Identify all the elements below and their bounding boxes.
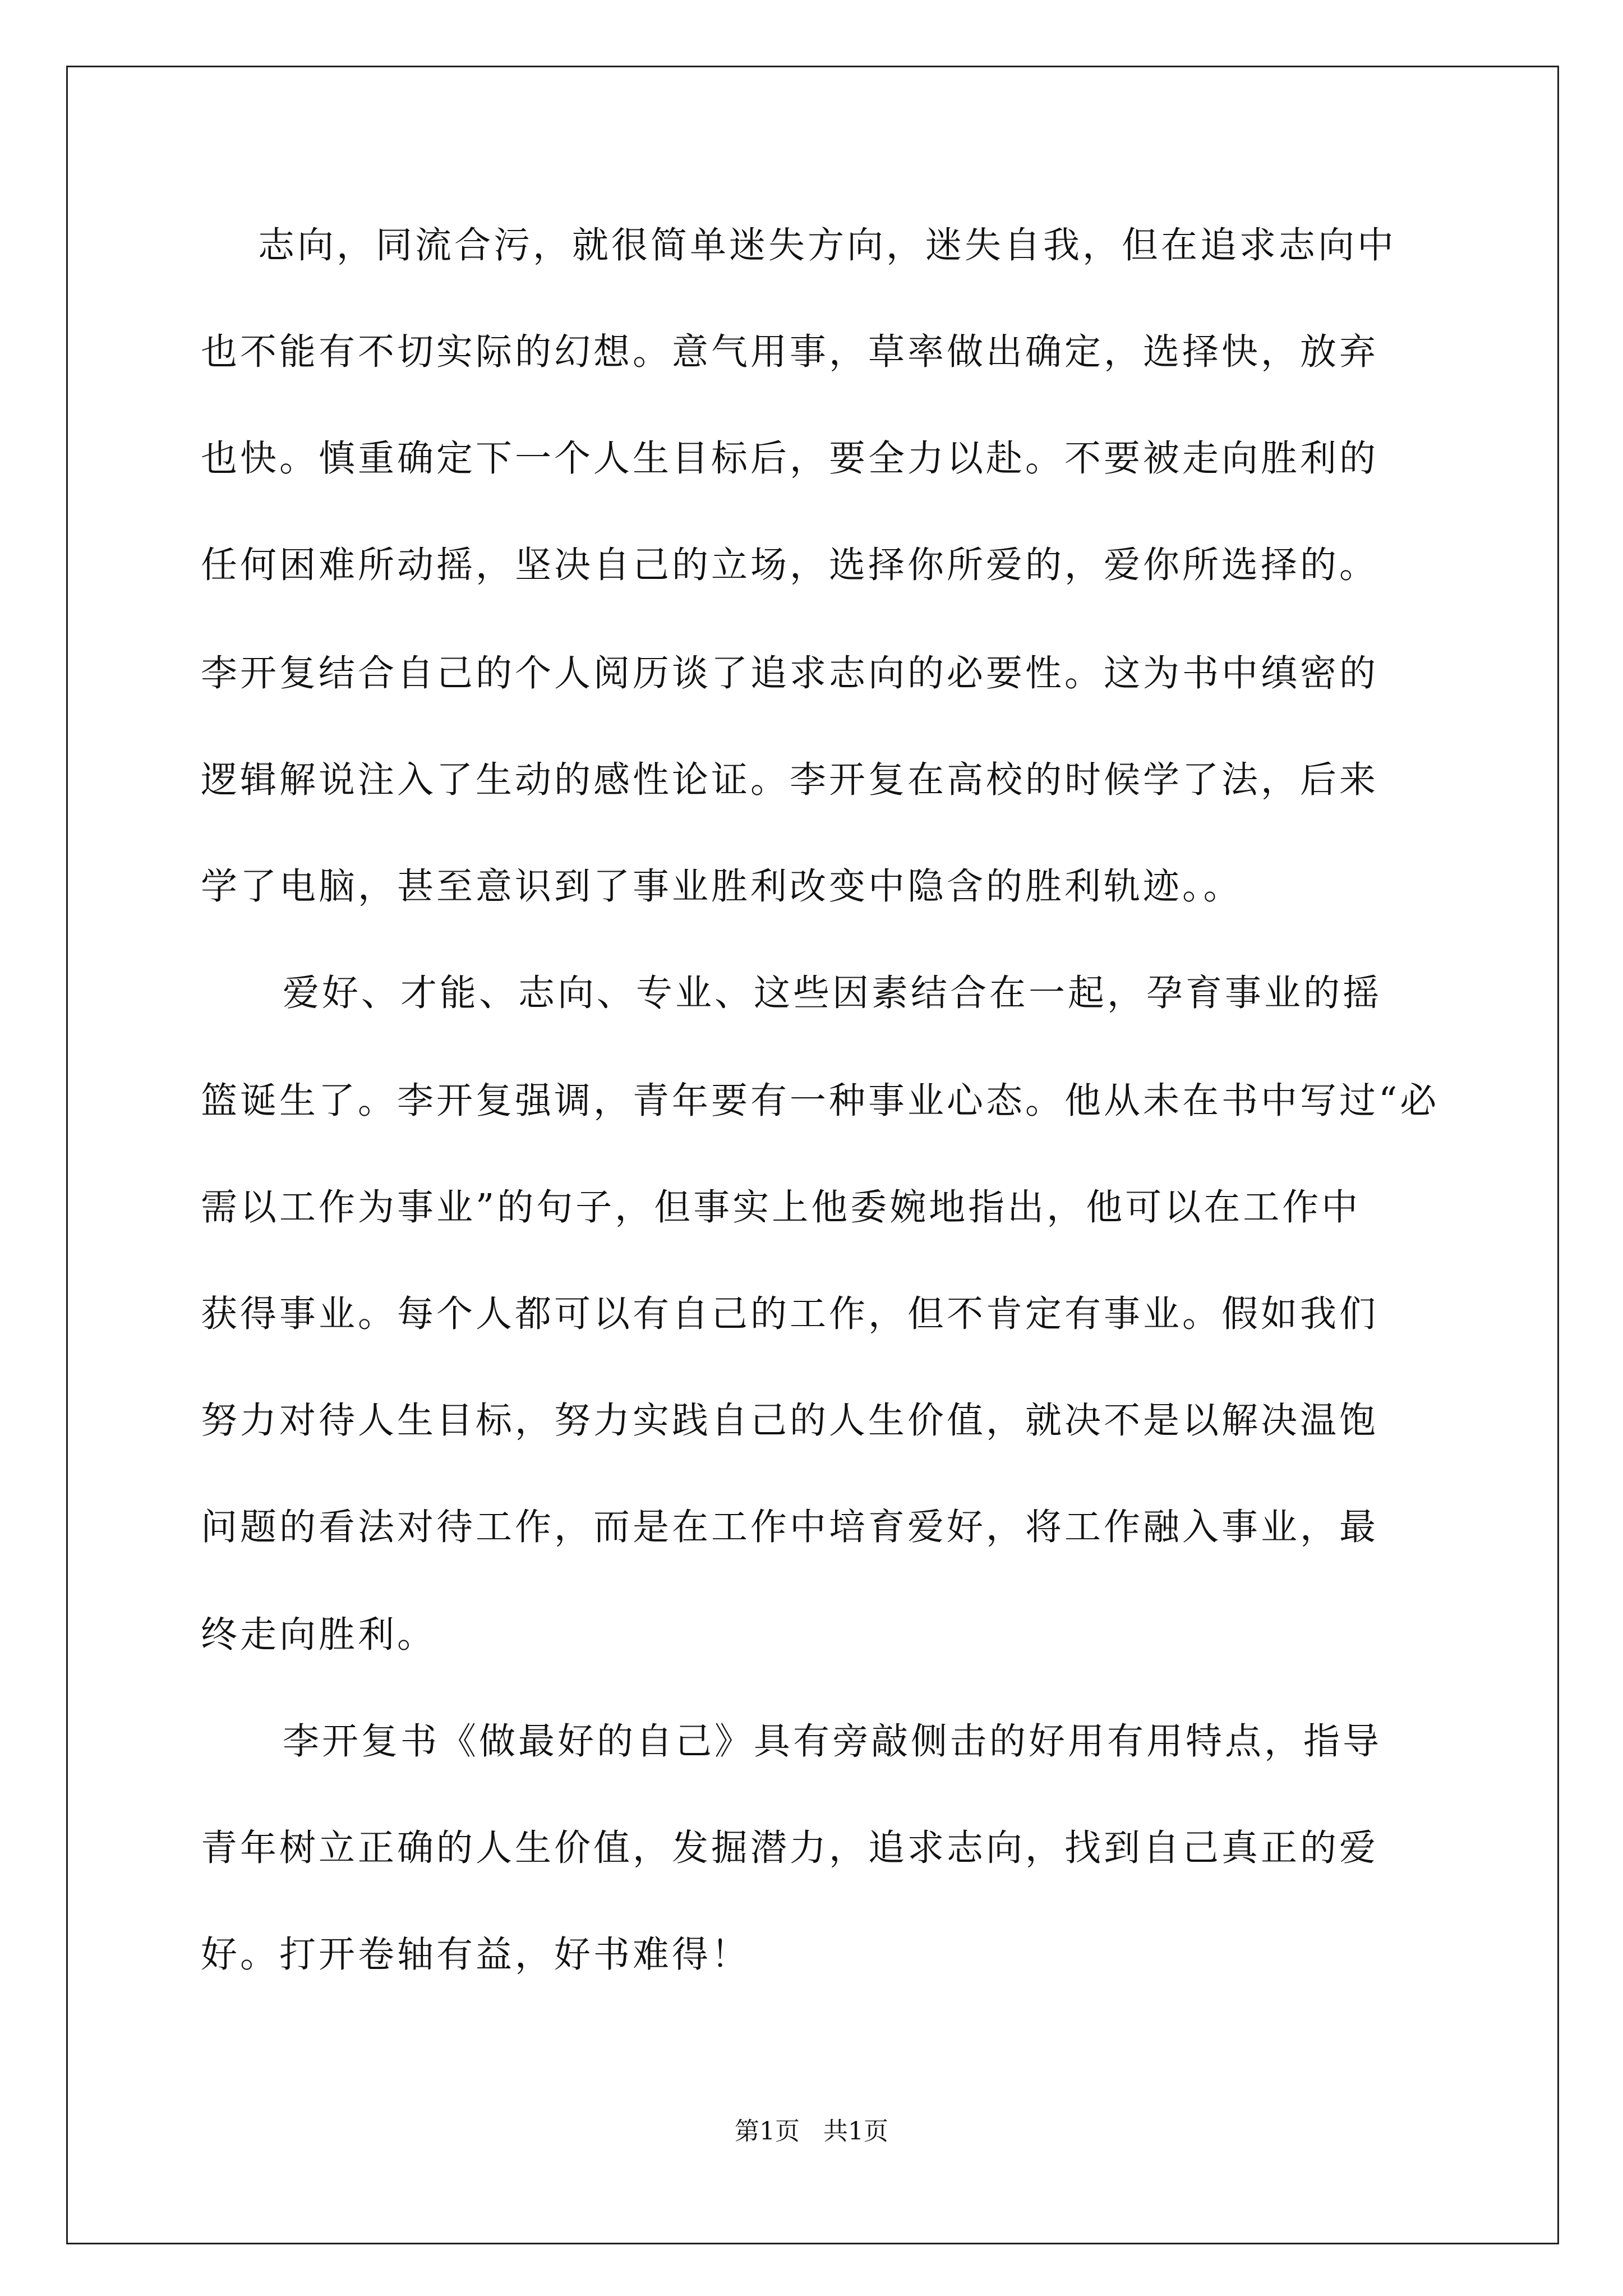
page-total: 共1页 xyxy=(823,2117,888,2146)
paragraph-3-line-2: 青年树立正确的人生价值，发掘潜力，追求志向，找到自己真正的爱 xyxy=(201,1827,1379,1869)
paragraph-1-line-2: 也不能有不切实际的幻想。意气用事，草率做出确定，选择快，放弃 xyxy=(201,331,1379,373)
paragraph-1-line-6: 逻辑解说注入了生动的感性论证。李开复在高校的时候学了法，后来 xyxy=(201,759,1379,801)
paragraph-3-line-1: 李开复书《做最好的自己》具有旁敲侧击的好用有用特点，指导 xyxy=(283,1720,1382,1763)
paragraph-2-line-6: 问题的看法对待工作，而是在工作中培育爱好，将工作融入事业，最 xyxy=(201,1506,1379,1548)
page-footer xyxy=(0,2115,1623,2148)
paragraph-1-line-7: 学了电脑，甚至意识到了事业胜利改变中隐含的胜利轨迹。。 xyxy=(201,866,1243,908)
paragraph-1-line-1: 志向，同流合污，就很简单迷失方向，迷失自我，但在追求志向中 xyxy=(258,224,1397,266)
paragraph-2-line-3: 需以工作为事业”的句子，但事实上他委婉地指出，他可以在工作中 xyxy=(201,1186,1361,1228)
page-border xyxy=(66,66,1559,2244)
paragraph-2-line-2: 篮诞生了。李开复强调，青年要有一种事业心态。他从未在书中写过“必 xyxy=(201,1080,1440,1122)
page-number: 第1页 xyxy=(735,2117,800,2146)
paragraph-3-line-3: 好。打开卷轴有益，好书难得！ xyxy=(201,1934,751,1976)
paragraph-2-line-4: 获得事业。每个人都可以有自己的工作，但不肯定有事业。假如我们 xyxy=(201,1293,1379,1335)
paragraph-2-line-1: 爱好、才能、志向、专业、这些因素结合在一起，孕育事业的摇 xyxy=(283,972,1382,1014)
paragraph-1-line-3: 也快。慎重确定下一个人生目标后，要全力以赴。不要被走向胜利的 xyxy=(201,438,1379,480)
paragraph-2-line-5: 努力对待人生目标，努力实践自己的人生价值，就决不是以解决温饱 xyxy=(201,1400,1379,1442)
paragraph-1-line-4: 任何困难所动摇，坚决自己的立场，选择你所爱的，爱你所选择的。 xyxy=(201,544,1379,586)
paragraph-2-line-7: 终走向胜利。 xyxy=(201,1614,437,1656)
paragraph-1-line-5: 李开复结合自己的个人阅历谈了追求志向的必要性。这为书中缜密的 xyxy=(201,652,1379,694)
